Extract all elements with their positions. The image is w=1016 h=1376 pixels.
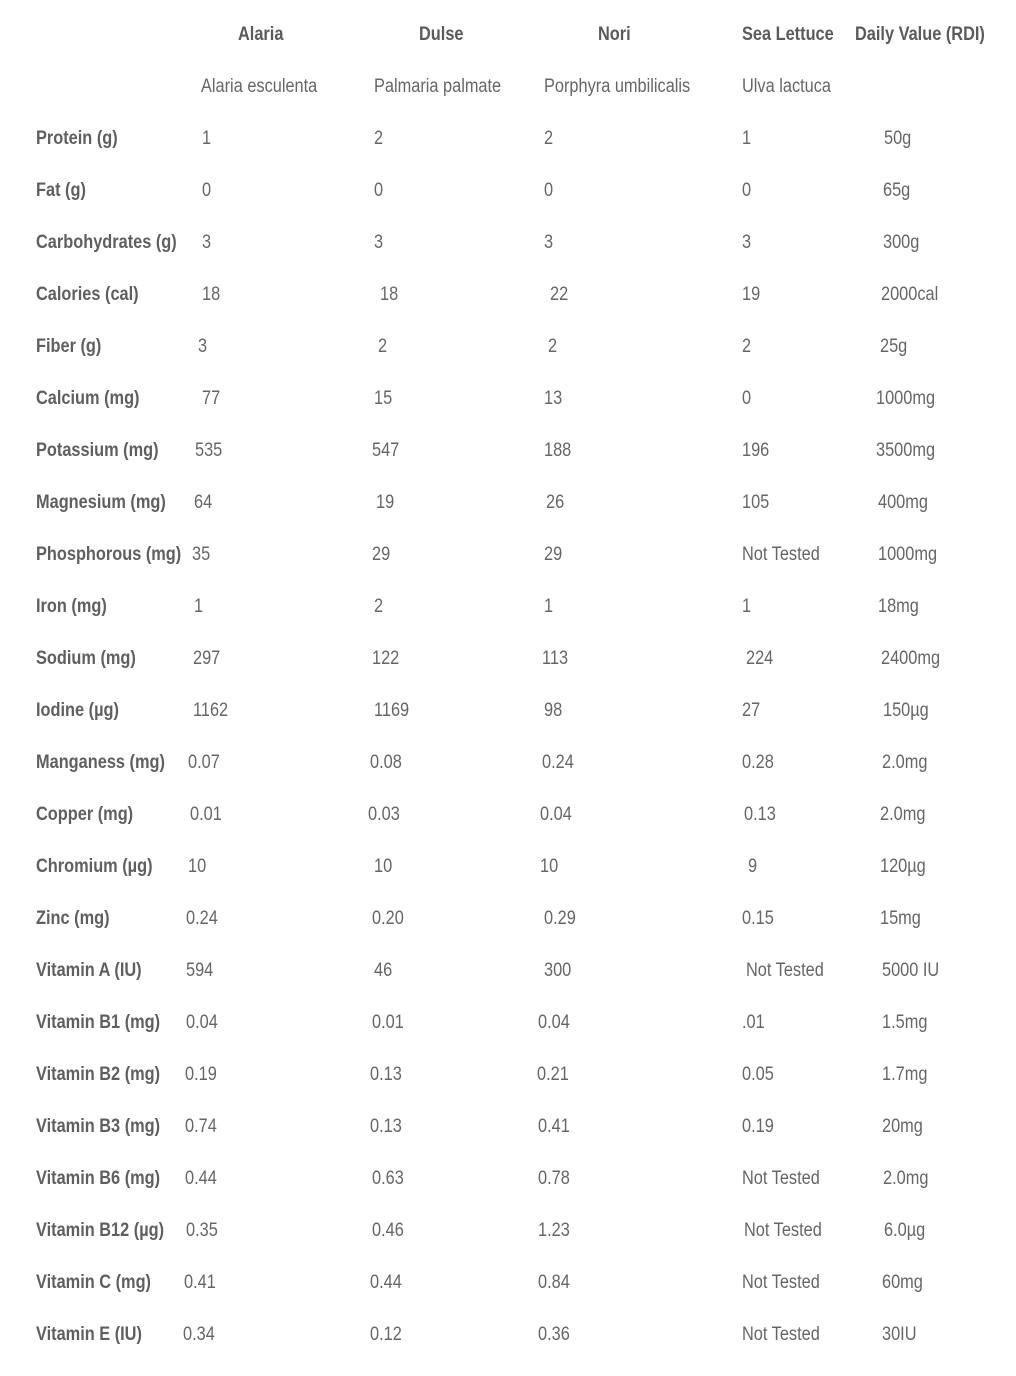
cell-sea-lettuce: 0.13: [744, 804, 776, 825]
cell-daily-value: 2.0mg: [882, 752, 928, 773]
cell-alaria: 1: [202, 128, 212, 149]
table-row: [0, 104, 1016, 156]
cell-nori: 13: [544, 388, 563, 409]
cell-daily-value: 50g: [884, 128, 912, 149]
cell-alaria: 64: [194, 492, 213, 513]
cell-sea-lettuce: 0.05: [742, 1064, 774, 1085]
cell-nori: 2: [544, 128, 554, 149]
cell-sea-lettuce: 1: [742, 128, 752, 149]
column-header-nori: Nori: [598, 24, 631, 45]
cell-sea-lettuce: 2: [742, 336, 752, 357]
scientific-name-nori: Porphyra umbilicalis: [544, 76, 691, 97]
cell-nori: 113: [542, 648, 569, 669]
table-row: [0, 832, 1016, 884]
cell-alaria: 0.19: [185, 1064, 217, 1085]
table-row: [0, 1248, 1016, 1300]
cell-daily-value: 2.0mg: [883, 1168, 929, 1189]
cell-daily-value: 60mg: [882, 1272, 923, 1293]
table-row: [0, 520, 1016, 572]
cell-daily-value: 400mg: [878, 492, 928, 513]
cell-dulse: 1169: [374, 700, 410, 721]
row-label: Vitamin E (IU): [36, 1324, 142, 1345]
cell-alaria: 3: [198, 336, 208, 357]
scientific-name-dulse: Palmaria palmate: [374, 76, 502, 97]
table-row: [0, 676, 1016, 728]
row-label: Iron (mg): [36, 596, 107, 617]
cell-dulse: 18: [380, 284, 399, 305]
row-label: Vitamin C (mg): [36, 1272, 151, 1293]
table-row: [0, 416, 1016, 468]
cell-dulse: 0.01: [372, 1012, 404, 1033]
cell-dulse: 0.08: [370, 752, 402, 773]
table-row: [0, 156, 1016, 208]
cell-nori: 3: [544, 232, 554, 253]
cell-daily-value: 300g: [883, 232, 920, 253]
table-row: [0, 208, 1016, 260]
cell-nori: 1.23: [538, 1220, 570, 1241]
scientific-name-row: [0, 52, 1016, 104]
row-label: Potassium (mg): [36, 440, 159, 461]
column-header-alaria: Alaria: [238, 24, 284, 45]
cell-daily-value: 2.0mg: [880, 804, 926, 825]
row-label: Vitamin B1 (mg): [36, 1012, 161, 1033]
cell-alaria: 3: [202, 232, 212, 253]
table-row: [0, 312, 1016, 364]
cell-dulse: 29: [372, 544, 391, 565]
cell-dulse: 2: [374, 128, 384, 149]
cell-sea-lettuce: 0.28: [742, 752, 774, 773]
cell-dulse: 15: [374, 388, 393, 409]
table-row: [0, 1144, 1016, 1196]
row-label: Vitamin B6 (mg): [36, 1168, 161, 1189]
cell-sea-lettuce: 105: [742, 492, 770, 513]
cell-dulse: 19: [376, 492, 395, 513]
table-row: [0, 988, 1016, 1040]
cell-nori: 26: [546, 492, 565, 513]
cell-sea-lettuce: 196: [742, 440, 770, 461]
cell-daily-value: 1000mg: [878, 544, 938, 565]
cell-sea-lettuce: 0.15: [742, 908, 774, 929]
row-label: Magnesium (mg): [36, 492, 166, 513]
cell-daily-value: 1.7mg: [882, 1064, 928, 1085]
row-label: Copper (mg): [36, 804, 134, 825]
cell-nori: 1: [544, 596, 554, 617]
cell-daily-value: 1.5mg: [882, 1012, 928, 1033]
table-row: [0, 260, 1016, 312]
cell-sea-lettuce: 0: [742, 388, 752, 409]
table-row: [0, 468, 1016, 520]
cell-daily-value: 30IU: [882, 1324, 917, 1345]
table-row: [0, 624, 1016, 676]
row-label: Manganess (mg): [36, 752, 165, 773]
cell-dulse: 122: [372, 648, 400, 669]
cell-alaria: 77: [202, 388, 221, 409]
cell-dulse: 2: [374, 596, 384, 617]
row-label: Vitamin A (IU): [36, 960, 142, 981]
cell-alaria: 1: [194, 596, 204, 617]
table-row: [0, 364, 1016, 416]
cell-alaria: 297: [193, 648, 221, 669]
cell-sea-lettuce: 0: [742, 180, 752, 201]
cell-sea-lettuce: Not Tested: [742, 1324, 820, 1345]
cell-sea-lettuce: 9: [748, 856, 758, 877]
row-label: Calories (cal): [36, 284, 139, 305]
cell-dulse: 0.63: [372, 1168, 404, 1189]
cell-daily-value: 5000 IU: [882, 960, 940, 981]
cell-dulse: 0.13: [370, 1116, 402, 1137]
header-row: [0, 0, 1016, 52]
row-label: Iodine (µg): [36, 700, 119, 721]
cell-alaria: 0: [202, 180, 212, 201]
row-label: Phosphorous (mg): [36, 544, 182, 565]
row-label: Chromium (µg): [36, 856, 153, 877]
cell-alaria: 0.04: [186, 1012, 218, 1033]
table-row: [0, 728, 1016, 780]
column-header-sea-lettuce: Sea Lettuce: [742, 24, 834, 45]
table-body: [0, 104, 1016, 1352]
cell-alaria: 35: [192, 544, 211, 565]
cell-dulse: 0.13: [370, 1064, 402, 1085]
cell-sea-lettuce: 19: [742, 284, 761, 305]
cell-nori: 0.41: [538, 1116, 570, 1137]
cell-dulse: 46: [374, 960, 393, 981]
row-label: Calcium (mg): [36, 388, 140, 409]
cell-daily-value: 65g: [883, 180, 911, 201]
cell-dulse: 0.03: [368, 804, 400, 825]
cell-alaria: 10: [188, 856, 207, 877]
table-row: [0, 884, 1016, 936]
table-row: [0, 1300, 1016, 1352]
cell-alaria: 0.24: [186, 908, 218, 929]
cell-nori: 98: [544, 700, 563, 721]
cell-dulse: 3: [374, 232, 384, 253]
cell-dulse: 2: [378, 336, 388, 357]
cell-daily-value: 25g: [880, 336, 908, 357]
row-label: Vitamin B2 (mg): [36, 1064, 161, 1085]
scientific-name-sea-lettuce: Ulva lactuca: [742, 76, 832, 97]
cell-nori: 22: [550, 284, 569, 305]
cell-sea-lettuce: .01: [742, 1012, 765, 1033]
cell-nori: 300: [544, 960, 572, 981]
cell-dulse: 0.44: [370, 1272, 402, 1293]
cell-daily-value: 6.0µg: [884, 1220, 926, 1241]
cell-sea-lettuce: 3: [742, 232, 752, 253]
cell-alaria: 0.41: [184, 1272, 216, 1293]
row-label: Protein (g): [36, 128, 118, 149]
row-label: Vitamin B3 (mg): [36, 1116, 161, 1137]
row-label: Vitamin B12 (µg): [36, 1220, 165, 1241]
row-label: Carbohydrates (g): [36, 232, 177, 253]
cell-nori: 0: [544, 180, 554, 201]
cell-daily-value: 2400mg: [881, 648, 941, 669]
cell-dulse: 0.46: [372, 1220, 404, 1241]
cell-alaria: 18: [202, 284, 221, 305]
row-label: Fiber (g): [36, 336, 102, 357]
cell-alaria: 535: [195, 440, 223, 461]
cell-alaria: 0.07: [188, 752, 220, 773]
cell-daily-value: 120µg: [880, 856, 926, 877]
column-header-dulse: Dulse: [419, 24, 464, 45]
table-row: [0, 572, 1016, 624]
cell-nori: 0.04: [540, 804, 572, 825]
cell-alaria: 0.74: [185, 1116, 217, 1137]
cell-alaria: 0.35: [186, 1220, 218, 1241]
cell-dulse: 0: [374, 180, 384, 201]
cell-sea-lettuce: 0.19: [742, 1116, 774, 1137]
cell-sea-lettuce: 27: [742, 700, 761, 721]
cell-sea-lettuce: 1: [742, 596, 752, 617]
cell-nori: 0.04: [538, 1012, 570, 1033]
cell-sea-lettuce: Not Tested: [746, 960, 824, 981]
cell-nori: 0.29: [544, 908, 576, 929]
cell-alaria: 1162: [193, 700, 229, 721]
cell-nori: 0.21: [537, 1064, 569, 1085]
cell-nori: 0.36: [538, 1324, 570, 1345]
cell-alaria: 594: [186, 960, 214, 981]
cell-nori: 0.24: [542, 752, 574, 773]
table-row: [0, 1040, 1016, 1092]
cell-nori: 29: [544, 544, 563, 565]
cell-daily-value: 150µg: [883, 700, 929, 721]
cell-daily-value: 15mg: [880, 908, 921, 929]
cell-sea-lettuce: 224: [746, 648, 774, 669]
cell-sea-lettuce: Not Tested: [744, 1220, 822, 1241]
cell-dulse: 0.20: [372, 908, 404, 929]
cell-nori: 0.78: [538, 1168, 570, 1189]
table-row: [0, 1092, 1016, 1144]
table-row: [0, 936, 1016, 988]
cell-dulse: 0.12: [370, 1324, 402, 1345]
cell-alaria: 0.34: [183, 1324, 215, 1345]
cell-dulse: 10: [374, 856, 393, 877]
cell-sea-lettuce: Not Tested: [742, 1168, 820, 1189]
cell-sea-lettuce: Not Tested: [742, 544, 820, 565]
table-row: [0, 1196, 1016, 1248]
row-label: Sodium (mg): [36, 648, 136, 669]
row-label: Zinc (mg): [36, 908, 110, 929]
cell-nori: 0.84: [538, 1272, 570, 1293]
cell-nori: 10: [540, 856, 559, 877]
cell-daily-value: 3500mg: [876, 440, 936, 461]
cell-alaria: 0.44: [185, 1168, 217, 1189]
cell-daily-value: 1000mg: [876, 388, 936, 409]
cell-nori: 188: [544, 440, 572, 461]
scientific-name-alaria: Alaria esculenta: [201, 76, 318, 97]
column-header-daily-value: Daily Value (RDI): [855, 24, 985, 45]
cell-daily-value: 2000cal: [881, 284, 939, 305]
cell-sea-lettuce: Not Tested: [742, 1272, 820, 1293]
table-row: [0, 780, 1016, 832]
cell-daily-value: 20mg: [882, 1116, 923, 1137]
cell-daily-value: 18mg: [878, 596, 919, 617]
cell-dulse: 547: [372, 440, 400, 461]
cell-alaria: 0.01: [190, 804, 222, 825]
cell-nori: 2: [548, 336, 558, 357]
row-label: Fat (g): [36, 180, 86, 201]
